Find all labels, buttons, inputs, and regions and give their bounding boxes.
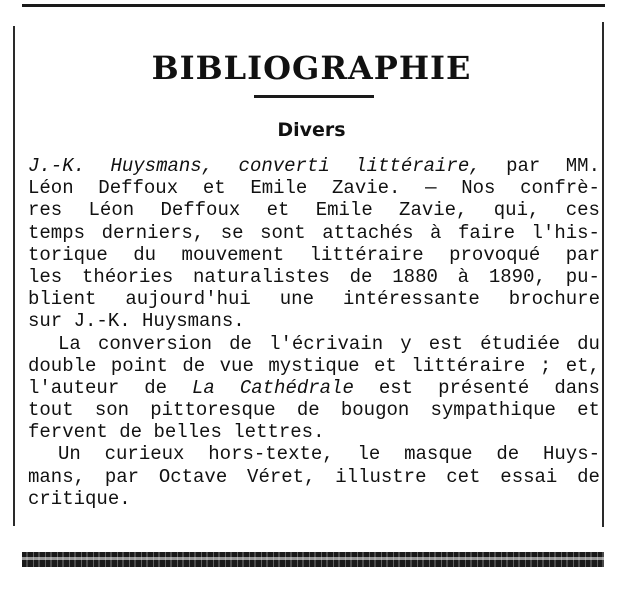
text-word: à bbox=[457, 265, 470, 288]
text-word: à bbox=[430, 221, 442, 244]
text-word: de bbox=[119, 421, 154, 444]
text-word: bougon bbox=[340, 399, 410, 422]
text-word: Un bbox=[58, 443, 81, 466]
bottom-rule-band bbox=[22, 557, 604, 560]
text-word: de bbox=[577, 465, 600, 488]
right-column-rule bbox=[602, 22, 604, 527]
text-word: dans bbox=[554, 376, 600, 399]
text-word: cet bbox=[446, 465, 481, 488]
left-column-rule bbox=[13, 26, 15, 526]
heading-underline bbox=[254, 95, 374, 98]
text-word: curieux bbox=[104, 443, 185, 466]
text-line bbox=[28, 222, 600, 244]
text-word: J.-K. bbox=[28, 155, 86, 177]
text-line bbox=[28, 421, 600, 443]
text-word: est bbox=[378, 376, 414, 399]
text-word: La bbox=[58, 332, 81, 355]
text-word: res bbox=[28, 199, 63, 222]
text-word: critique. bbox=[28, 487, 131, 510]
text-word: mouvement bbox=[181, 243, 285, 266]
text-word: étudiée bbox=[480, 332, 560, 355]
text-word: Deffoux bbox=[160, 199, 241, 222]
text-word: pu- bbox=[565, 265, 600, 288]
text-word: Zavie, bbox=[399, 199, 468, 222]
text-word: est bbox=[428, 332, 464, 355]
text-line bbox=[28, 177, 600, 199]
text-word: qui, bbox=[493, 199, 540, 222]
text-word: attachés bbox=[322, 221, 414, 244]
text-line bbox=[28, 399, 600, 421]
text-word: tout bbox=[28, 399, 74, 422]
text-word: torique bbox=[28, 243, 108, 266]
text-word: J.-K. bbox=[73, 310, 143, 333]
text-word: Léon bbox=[88, 199, 135, 222]
text-word: Emile bbox=[250, 177, 308, 200]
text-word: essai bbox=[500, 465, 558, 488]
text-word: Emile bbox=[315, 199, 373, 222]
text-word: belles bbox=[153, 421, 234, 444]
text-word: converti bbox=[238, 155, 330, 177]
text-word: Huysmans. bbox=[142, 310, 245, 333]
text-word: de bbox=[296, 399, 320, 422]
text-word: Huys- bbox=[542, 443, 600, 466]
text-word: l'écrivain bbox=[269, 332, 384, 355]
text-word: les bbox=[28, 265, 63, 288]
text-word: se bbox=[220, 221, 244, 244]
text-line bbox=[28, 310, 600, 332]
section-subheading: Divers bbox=[277, 119, 346, 141]
text-word: ; bbox=[539, 354, 552, 377]
text-word: lettres. bbox=[233, 421, 325, 444]
text-word: par bbox=[506, 155, 541, 177]
text-word: Cathédrale bbox=[239, 376, 354, 399]
text-word: 1890, bbox=[488, 265, 546, 288]
text-word: du bbox=[133, 243, 157, 266]
text-word: pittoresque bbox=[150, 399, 276, 422]
text-word: du bbox=[577, 332, 600, 355]
text-word: littéraire bbox=[411, 354, 526, 377]
text-word: par bbox=[565, 243, 600, 266]
text-word: de bbox=[496, 443, 520, 466]
text-line bbox=[28, 155, 600, 177]
text-line bbox=[28, 355, 600, 377]
text-word: intéressante bbox=[342, 288, 480, 311]
text-word: brochure bbox=[508, 288, 600, 311]
text-word: littéraire, bbox=[355, 155, 481, 177]
text-word: de bbox=[229, 332, 252, 355]
text-word: Deffoux bbox=[98, 177, 179, 200]
text-word: confrè- bbox=[520, 177, 600, 200]
text-word: hors-texte, bbox=[208, 443, 334, 466]
text-line bbox=[28, 244, 600, 266]
text-word: le bbox=[357, 443, 381, 466]
text-word: Nos bbox=[461, 177, 496, 200]
text-word: de bbox=[349, 265, 373, 288]
text-word: et bbox=[374, 354, 397, 377]
text-word: fervent bbox=[28, 421, 120, 444]
text-word: et bbox=[266, 199, 290, 222]
text-word: Octave bbox=[158, 465, 228, 488]
text-line bbox=[28, 266, 600, 288]
text-word: Zavie. bbox=[332, 177, 401, 200]
text-word: de bbox=[144, 376, 168, 399]
text-word: faire bbox=[457, 221, 515, 244]
text-word: — bbox=[425, 177, 437, 200]
text-word: littéraire bbox=[309, 243, 424, 266]
article-body bbox=[28, 155, 600, 510]
text-word: point bbox=[110, 354, 168, 377]
text-word: Véret, bbox=[247, 465, 316, 488]
text-word: sont bbox=[260, 221, 306, 244]
text-word: masque bbox=[404, 443, 473, 466]
text-word: et bbox=[577, 399, 600, 422]
text-line bbox=[28, 466, 600, 488]
text-line bbox=[28, 333, 600, 355]
text-word: double bbox=[28, 354, 97, 377]
text-word: Huysmans, bbox=[110, 155, 214, 177]
top-rule bbox=[22, 4, 605, 7]
section-heading: BIBLIOGRAPHIE bbox=[151, 49, 472, 87]
text-word: naturalistes bbox=[193, 265, 330, 288]
text-word: aujourd'hui bbox=[125, 288, 251, 311]
text-word: y bbox=[400, 332, 412, 355]
text-word: provoqué bbox=[449, 243, 541, 266]
text-word: Léon bbox=[28, 177, 74, 200]
text-line bbox=[28, 443, 600, 465]
text-word: théories bbox=[82, 265, 174, 288]
text-word: vue bbox=[219, 354, 254, 377]
text-line bbox=[28, 488, 600, 510]
text-word: sympathique bbox=[430, 399, 556, 422]
text-line bbox=[28, 199, 600, 221]
text-word: l'his- bbox=[531, 221, 600, 244]
text-word: blient bbox=[28, 288, 97, 311]
text-word: et, bbox=[565, 354, 600, 377]
text-word: MM. bbox=[565, 155, 600, 177]
text-word: l'auteur bbox=[28, 376, 120, 399]
text-word: une bbox=[279, 288, 314, 311]
text-word: ces bbox=[565, 199, 600, 222]
text-word: présenté bbox=[438, 376, 530, 399]
text-word: 1880 bbox=[392, 265, 438, 288]
text-word: de bbox=[182, 354, 206, 377]
text-word: La bbox=[192, 376, 215, 399]
text-word: conversion bbox=[97, 332, 212, 355]
text-word: temps bbox=[28, 221, 86, 244]
text-word: illustre bbox=[335, 465, 427, 488]
text-word: son bbox=[94, 399, 130, 422]
text-word: sur bbox=[28, 310, 74, 333]
text-word: par bbox=[104, 465, 140, 488]
text-line bbox=[28, 377, 600, 399]
text-word: mystique bbox=[268, 354, 360, 377]
text-word: derniers, bbox=[101, 221, 205, 244]
text-word: et bbox=[202, 177, 226, 200]
text-word: mans, bbox=[28, 465, 86, 488]
text-line bbox=[28, 288, 600, 310]
